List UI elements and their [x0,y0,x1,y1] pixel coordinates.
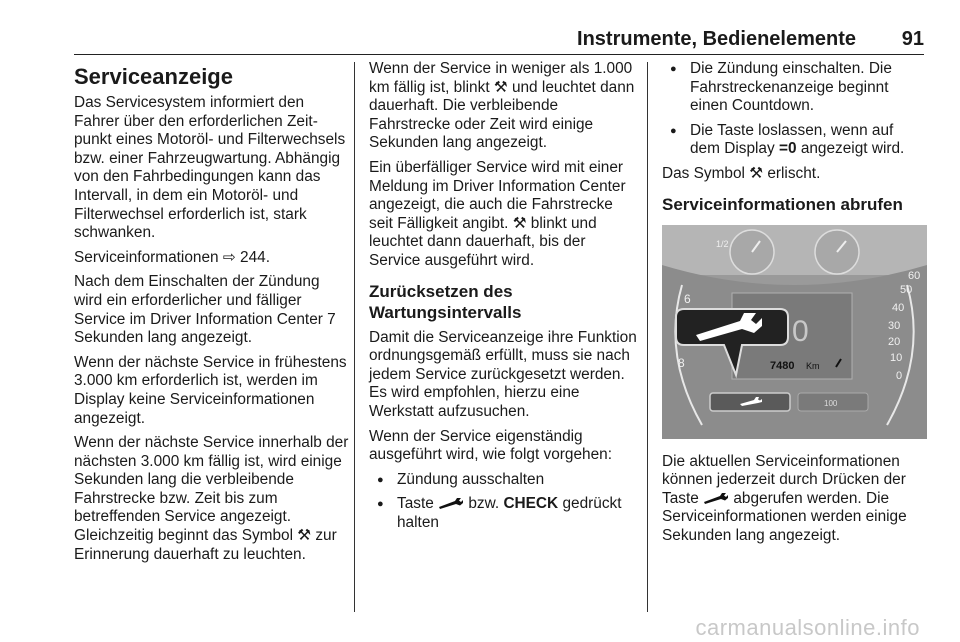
speed-tick: 20 [888,335,901,348]
instrument-cluster-figure [662,225,927,439]
wrench-icon [438,497,464,509]
header-title: Instrumente, Bedienelemente [577,28,856,50]
paragraph: Ein überfälliger Service wird mit einer Meldung im Driver Information Center angezeigt, die auch die Fahrstrecke seit Fälligkeit angibt. ⚒ blinkt und leuchtet dann dauerhaft, bis der Service ausgeführt wird. [369,158,626,269]
watermark: carmanualsonline.info [695,615,920,640]
section-heading: Zurücksetzen des Wartungsintervalls [369,281,522,322]
odometer-unit: Km [806,360,820,371]
wrench-icon [703,492,729,504]
reset-symbol: =0 [778,140,797,158]
paragraph: Wenn der Service in weniger als 1.000 km fällig ist, blinkt ⚒ und leuchtet dann dauerhaft. Die verbleibende Fahrstrecke oder Zeit wird einige Sekunden lang angezeigt. [369,60,635,152]
list-item: ● Taste bzw. CHECK gedrückt halten [369,495,637,532]
paragraph: Das Servicesystem informiert den Fahrer über den erforderlichen Zeitpunkt eines Motoröl- und Filterwechsels bzw. einer Fahrzeugwartung. Abhängig von den Fahrbedingungen kann das Intervall, in dem ein Motoröl- und Filterwechsel erforderlich ist, stark schwanken. [74,94,346,242]
list-item: ● Zündung ausschalten [369,471,637,490]
page-header [74,26,924,55]
speed-tick: 50 [900,283,913,296]
cross-reference: Serviceinformationen ⇨ 244. [74,248,270,266]
section-heading: Serviceinformationen abrufen [662,194,903,214]
speed-tick: 40 [892,301,905,314]
section-heading: Serviceanzeige [74,64,233,89]
paragraph: Wenn der nächste Service in frühestens 3.000 km erforderlich ist, werden im Display keine Serviceinformationen angezeigt. [74,353,347,427]
speed-tick: 30 [888,319,901,332]
paragraph: Nach dem Einschalten der Zündung wird ein erforderlicher und fälliger Service im Driver Information Center 7 Sekunden lang angezeigt. [74,273,336,347]
speed-tick: 10 [890,351,903,364]
paragraph: Das Symbol ⚒ erlischt. [662,164,821,182]
figure-button-label: 100 [824,398,838,408]
speed-tick: 0 [896,369,903,382]
paragraph: Damit die Serviceanzeige ihre Funktion ordnungsgemäß erfüllt, muss sie nach jedem Service zurückgesetzt werden. Es wird empfohlen, hierzu eine Werkstatt aufzusuchen. [369,328,637,420]
paragraph: Wenn der Service eigenständig ausgeführt wird, wie folgt vorgehen: [369,427,612,464]
odometer-value: 7480 [770,359,795,372]
rpm-tick: 6 [684,291,691,306]
column-1 [74,60,350,570]
check-button-label: CHECK [503,495,559,513]
column-3 [662,60,927,552]
column-divider [647,62,648,612]
column-2 [369,60,637,538]
step-list [662,60,927,159]
display-digit: 0 [792,314,809,348]
page-number: 91 [901,28,924,50]
paragraph: Wenn der nächste Service innerhalb der nächsten 3.000 km fällig ist, wird einige Sekunden lang die verbleibende Fahrstrecke bzw. Zeit bis zum betreffenden Service angezeigt. Gleichzeitig beginnt das Symbol ⚒ zur Erinnerung dauerhaft zu leuchten. [74,434,349,563]
column-divider [354,62,355,612]
rpm-tick: 8 [678,355,685,370]
list-item: ● Die Taste loslassen, wenn auf dem Display =0 angezeigt wird. [662,122,927,159]
step-list [369,471,637,533]
paragraph: Die aktuellen Serviceinformationen können jederzeit durch Drücken der Taste abgerufen werden. Die Serviceinformationen werden einige Sekunden lang angezeigt. [662,452,907,544]
list-item: ● Die Zündung einschalten. Die Fahrstreckenanzeige beginnt einen Countdown. [662,60,927,116]
gauge-mark: 1/2 [716,238,729,249]
speed-tick: 60 [908,269,921,282]
